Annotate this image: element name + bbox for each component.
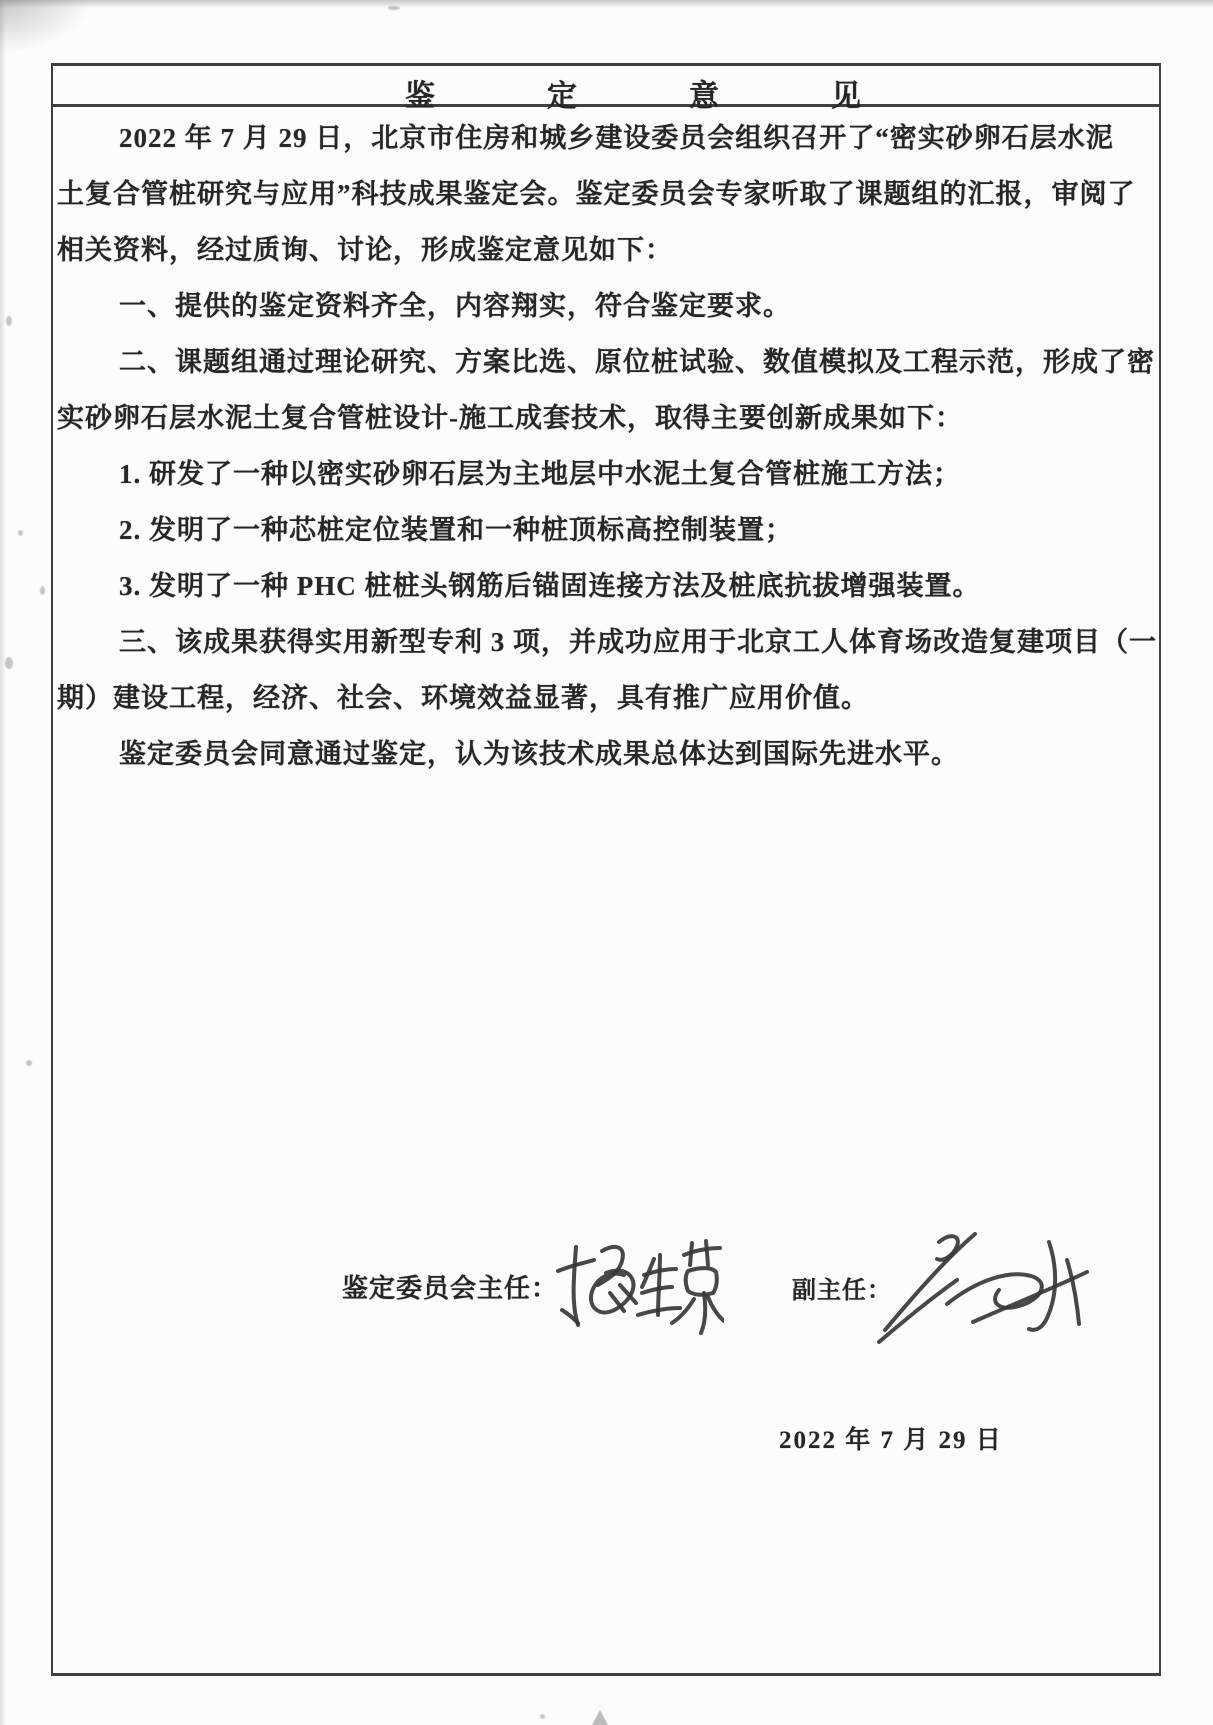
- document-border: [51, 63, 1161, 1676]
- body-line: 2022 年 7 月 29 日，北京市住房和城乡建设委员会组织召开了“密实砂卵石层水泥: [119, 122, 1114, 153]
- document-body: [53, 107, 1159, 779]
- scan-artifact: [26, 1060, 32, 1066]
- vice-chairman-signature-handwriting-icon: [877, 1226, 1093, 1346]
- body-line: 实砂卵石层水泥土复合管桩设计-施工成套技术，取得主要创新成果如下：: [57, 402, 963, 433]
- page-number-mark: [592, 1710, 608, 1725]
- body-line: 二、课题组通过理论研究、方案比选、原位桩试验、数值模拟及工程示范，形成了密: [119, 346, 1155, 377]
- document-header: [53, 66, 1159, 113]
- scan-artifact: [6, 316, 12, 326]
- body-line: 期）建设工程，经济、社会、环境效益显著，具有推广应用价值。: [57, 682, 869, 713]
- scan-artifact: [388, 6, 400, 10]
- body-line: 鉴定委员会同意通过鉴定，认为该技术成果总体达到国际先进水平。: [119, 738, 959, 769]
- scan-corner-shadow: [0, 0, 90, 52]
- chairman-label: 鉴定委员会主任：: [342, 1274, 559, 1303]
- body-line: 相关资料，经过质询、讨论，形成鉴定意见如下：: [57, 234, 673, 265]
- vice-chairman-signature: [877, 1226, 1093, 1346]
- chairman-signature-handwriting-icon: [554, 1231, 724, 1335]
- vice-chairman-label: 副主任：: [792, 1278, 892, 1304]
- body-line: 1. 研发了一种以密实砂卵石层为主地层中水泥土复合管桩施工方法；: [119, 458, 961, 489]
- scan-edge-shadow-left: [0, 0, 6, 1725]
- scan-artifact: [40, 586, 45, 595]
- body-line: 3. 发明了一种 PHC 桩桩头钢筋后锚固连接方法及桩底抗拔增强装置。: [119, 570, 981, 601]
- body-line: 2. 发明了一种芯桩定位装置和一种桩顶标高控制装置；: [119, 514, 793, 545]
- scan-artifact: [5, 657, 13, 669]
- scan-artifact: [18, 530, 23, 536]
- body-line: 一、提供的鉴定资料齐全，内容翔实，符合鉴定要求。: [119, 290, 791, 321]
- chairman-signature: [554, 1231, 724, 1335]
- body-line: 三、该成果获得实用新型专利 3 项，并成功应用于北京工人体育场改造复建项目（一: [119, 626, 1157, 657]
- scan-edge-shadow-top: [0, 0, 1213, 8]
- document-title: 鉴定意见: [405, 80, 973, 113]
- document-date: 2022 年 7 月 29 日: [779, 1427, 1003, 1454]
- scan-artifact: [540, 1714, 545, 1719]
- body-line: 土复合管桩研究与应用”科技成果鉴定会。鉴定委员会专家听取了课题组的汇报，审阅了: [57, 178, 1136, 209]
